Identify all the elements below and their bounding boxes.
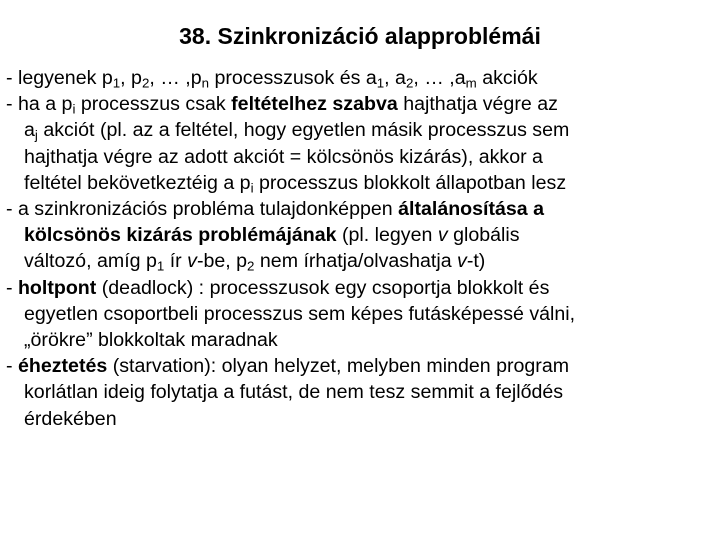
bullet-continuation xyxy=(6,248,714,274)
bold-term: holtpont xyxy=(17,276,97,299)
text: hajthatja végre az xyxy=(397,93,558,116)
text: processzusok és a xyxy=(209,67,377,89)
text: a xyxy=(24,119,35,142)
text: nem írhatja/olvashatja xyxy=(254,250,458,273)
bullet-item-synchronization xyxy=(6,196,714,222)
bullet-list xyxy=(6,65,714,432)
subscript: m xyxy=(465,75,477,91)
text: - ha a p xyxy=(6,93,73,116)
text: változó, amíg p xyxy=(24,250,157,273)
subscript: 2 xyxy=(405,75,414,91)
text: , p xyxy=(120,67,142,89)
bullet-continuation: „örökre” blokkoltak maradnak xyxy=(24,329,278,352)
bullet-continuation xyxy=(6,117,714,143)
bullet-continuation: korlátlan ideig folytatja a futást, de nem tesz semmit a fejlődés xyxy=(24,381,564,404)
subscript: j xyxy=(34,127,38,143)
text: akciók xyxy=(476,67,538,89)
text: (pl. legyen xyxy=(336,224,438,247)
italic-variable: v xyxy=(457,250,467,273)
text: , a xyxy=(384,67,406,89)
bullet-continuation: egyetlen csoportbeli processzus sem képes futásképessé válni, xyxy=(24,302,576,325)
italic-variable: v xyxy=(187,250,197,273)
text: - a szinkronizációs probléma tulajdonképpen xyxy=(6,198,399,221)
italic-variable: v xyxy=(437,224,448,247)
subscript: i xyxy=(72,101,76,117)
text: globális xyxy=(447,224,520,247)
subscript: 2 xyxy=(141,75,150,91)
bullet-item-processes xyxy=(6,65,714,91)
text: - xyxy=(6,355,18,378)
subscript: 1 xyxy=(376,75,385,91)
subscript: 1 xyxy=(156,258,165,274)
slide-title: 38. Szinkronizáció alapproblémái xyxy=(179,23,541,49)
subscript: i xyxy=(250,180,254,196)
bullet-item-starvation xyxy=(6,353,714,379)
subscript: n xyxy=(201,75,210,91)
text: processzus csak xyxy=(75,93,232,116)
text: - legyenek p xyxy=(6,67,113,89)
bullet-item-condition xyxy=(6,91,714,117)
text: akciót (pl. az a feltétel, hogy egyetlen másik processzus sem xyxy=(37,119,570,142)
text: (deadlock) : processzusok egy csoportja blokkolt és xyxy=(96,276,550,299)
text: , … ,p xyxy=(149,67,202,89)
text: processzus blokkolt állapotban lesz xyxy=(253,171,567,194)
bullet-continuation xyxy=(6,170,714,196)
text: -be, p xyxy=(196,250,248,273)
subscript: 1 xyxy=(112,75,121,91)
subscript: 2 xyxy=(247,258,255,274)
bullet-continuation: hajthatja végre az adott akciót = kölcsönös kizárás), akkor a xyxy=(24,145,543,168)
bold-term: kölcsönös kizárás problémájának xyxy=(24,224,337,247)
text: - xyxy=(6,276,18,299)
bold-term: éheztetés xyxy=(17,355,108,378)
bullet-continuation xyxy=(6,222,714,248)
bold-term: általánosítása a xyxy=(398,198,545,221)
text: -t) xyxy=(466,250,486,273)
bold-term: feltételhez szabva xyxy=(231,93,398,116)
bullet-item-deadlock xyxy=(6,275,714,301)
text: feltétel bekövetkeztéig a p xyxy=(24,171,251,194)
text: , … ,a xyxy=(413,67,466,89)
bullet-continuation: érdekében xyxy=(24,407,117,430)
text: ír xyxy=(164,250,188,273)
text: (starvation): olyan helyzet, melyben minden program xyxy=(107,355,570,378)
